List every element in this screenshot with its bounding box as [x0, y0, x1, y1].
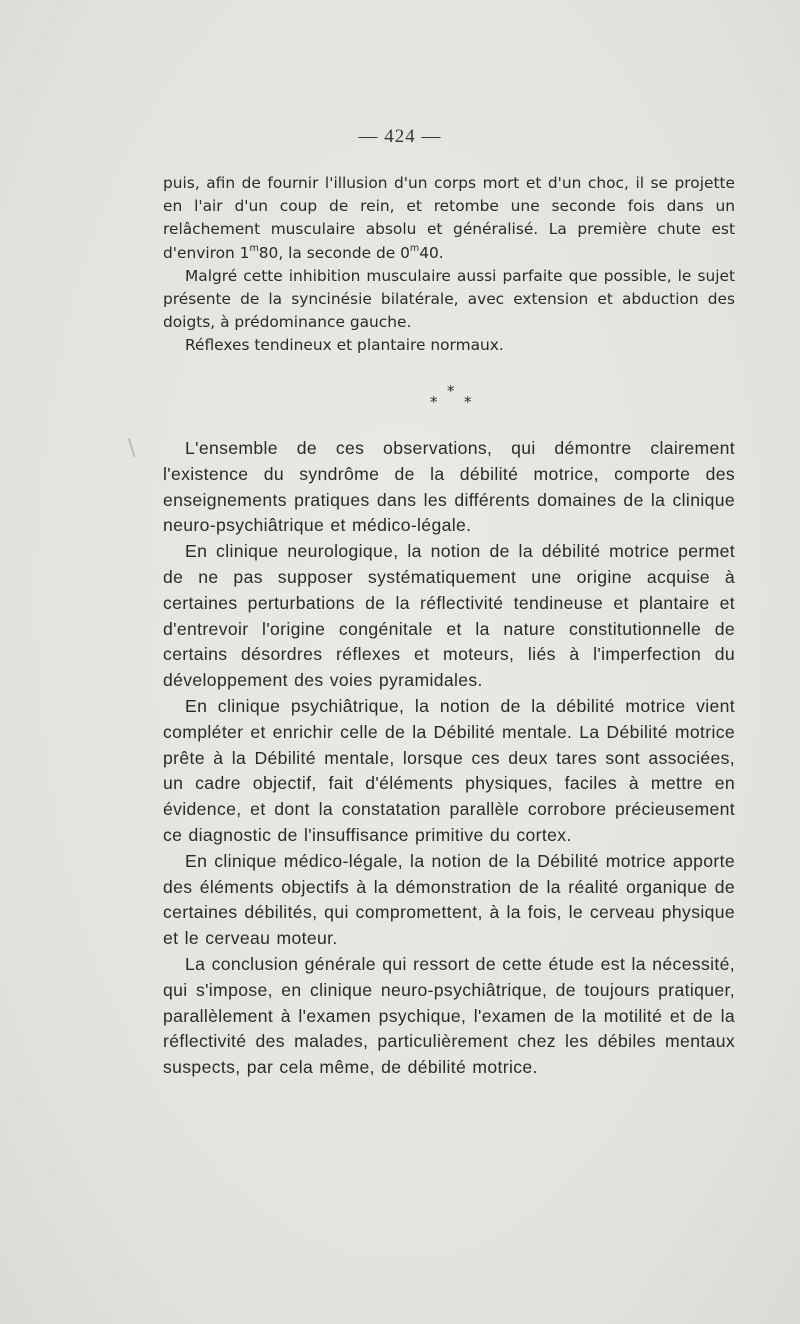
margin-pencil-mark: \ [128, 436, 136, 461]
text-block-top [163, 172, 735, 358]
paragraph-1-text-a: puis, afin de fournir l'illusion d'un corps mort et d'un choc, il se projette en l'air d'un coup de rein, et retombe une seconde fois dans un relâchement musculaire absolu et généralisé. La première chute est d'environ 1 [163, 174, 735, 262]
paragraph-1-text-c: 40. [419, 243, 444, 262]
paragraph-1-text-b: 80, la seconde de 0 [258, 243, 410, 262]
paragraph-1-sup-a: m [249, 242, 259, 254]
paragraph-1 [163, 172, 735, 265]
paragraph-2: Malgré cette inhibition musculaire aussi parfaite que possible, le sujet présente de la syncinésie bilatérale, avec extension et abduction des doigts, à prédominance gauche. [163, 266, 735, 332]
asterism-star-right: * [464, 393, 472, 411]
page-number: — 424 — [358, 126, 442, 147]
paragraph-6: En clinique psychiâtrique, la notion de la débilité motrice vient compléter et enrichir celle de la Débilité mentale. La Débilité motrice prête à la Débilité mentale, lorsque ces deux tares sont associées, un cadre objectif, fait d'éléments physiques, faciles à mettre en évidence, et dont la constatation parallèle corrobore précieusement ce diagnostic de l'insuffisance primitive du cortex. [163, 695, 735, 845]
paragraph-3: Réflexes tendineux et plantaire normaux. [185, 336, 504, 355]
asterism-star-left: * [430, 393, 438, 411]
paragraph-8: La conclusion générale qui ressort de cette étude est la nécessité, qui s'impose, en clinique neuro-psychiâtrique, de toujours pratiquer, parallèlement à l'examen psychique, l'examen de la motilité et de la réflectivité des malades, particulièrement chez les débiles mentaux suspects, par cela même, de débilité motrice. [163, 953, 735, 1078]
paragraph-7: En clinique médico-légale, la notion de la Débilité motrice apporte des éléments objectifs à la démonstration de la réalité organique de certaines débilités, qui compromettent, à la fois, le cerveau physique et le cerveau moteur. [163, 850, 735, 949]
paragraph-4: L'ensemble de ces observations, qui démontre clairement l'existence du syndrôme de la débilité motrice, comporte des enseignements pratiques dans les différents domaines de la clinique neuro-psychiâtrique et médico-légale. [163, 438, 735, 536]
paragraph-5: En clinique neurologique, la notion de la débilité motrice permet de ne pas supposer systématiquement une origine acquise à certaines perturbations de la réflectivité tendineuse et plantaire et d'entrevoir l'origine congénitale et la nature constitutionnelle de certains désordres réflexes et moteurs, liés à l'imperfection du développement des voies pyramidales. [163, 541, 735, 691]
text-block-bottom [163, 436, 735, 1081]
asterism-star-top: * [447, 382, 455, 400]
asterism-separator [0, 382, 800, 412]
paragraph-1-sup-b: m [409, 242, 420, 254]
